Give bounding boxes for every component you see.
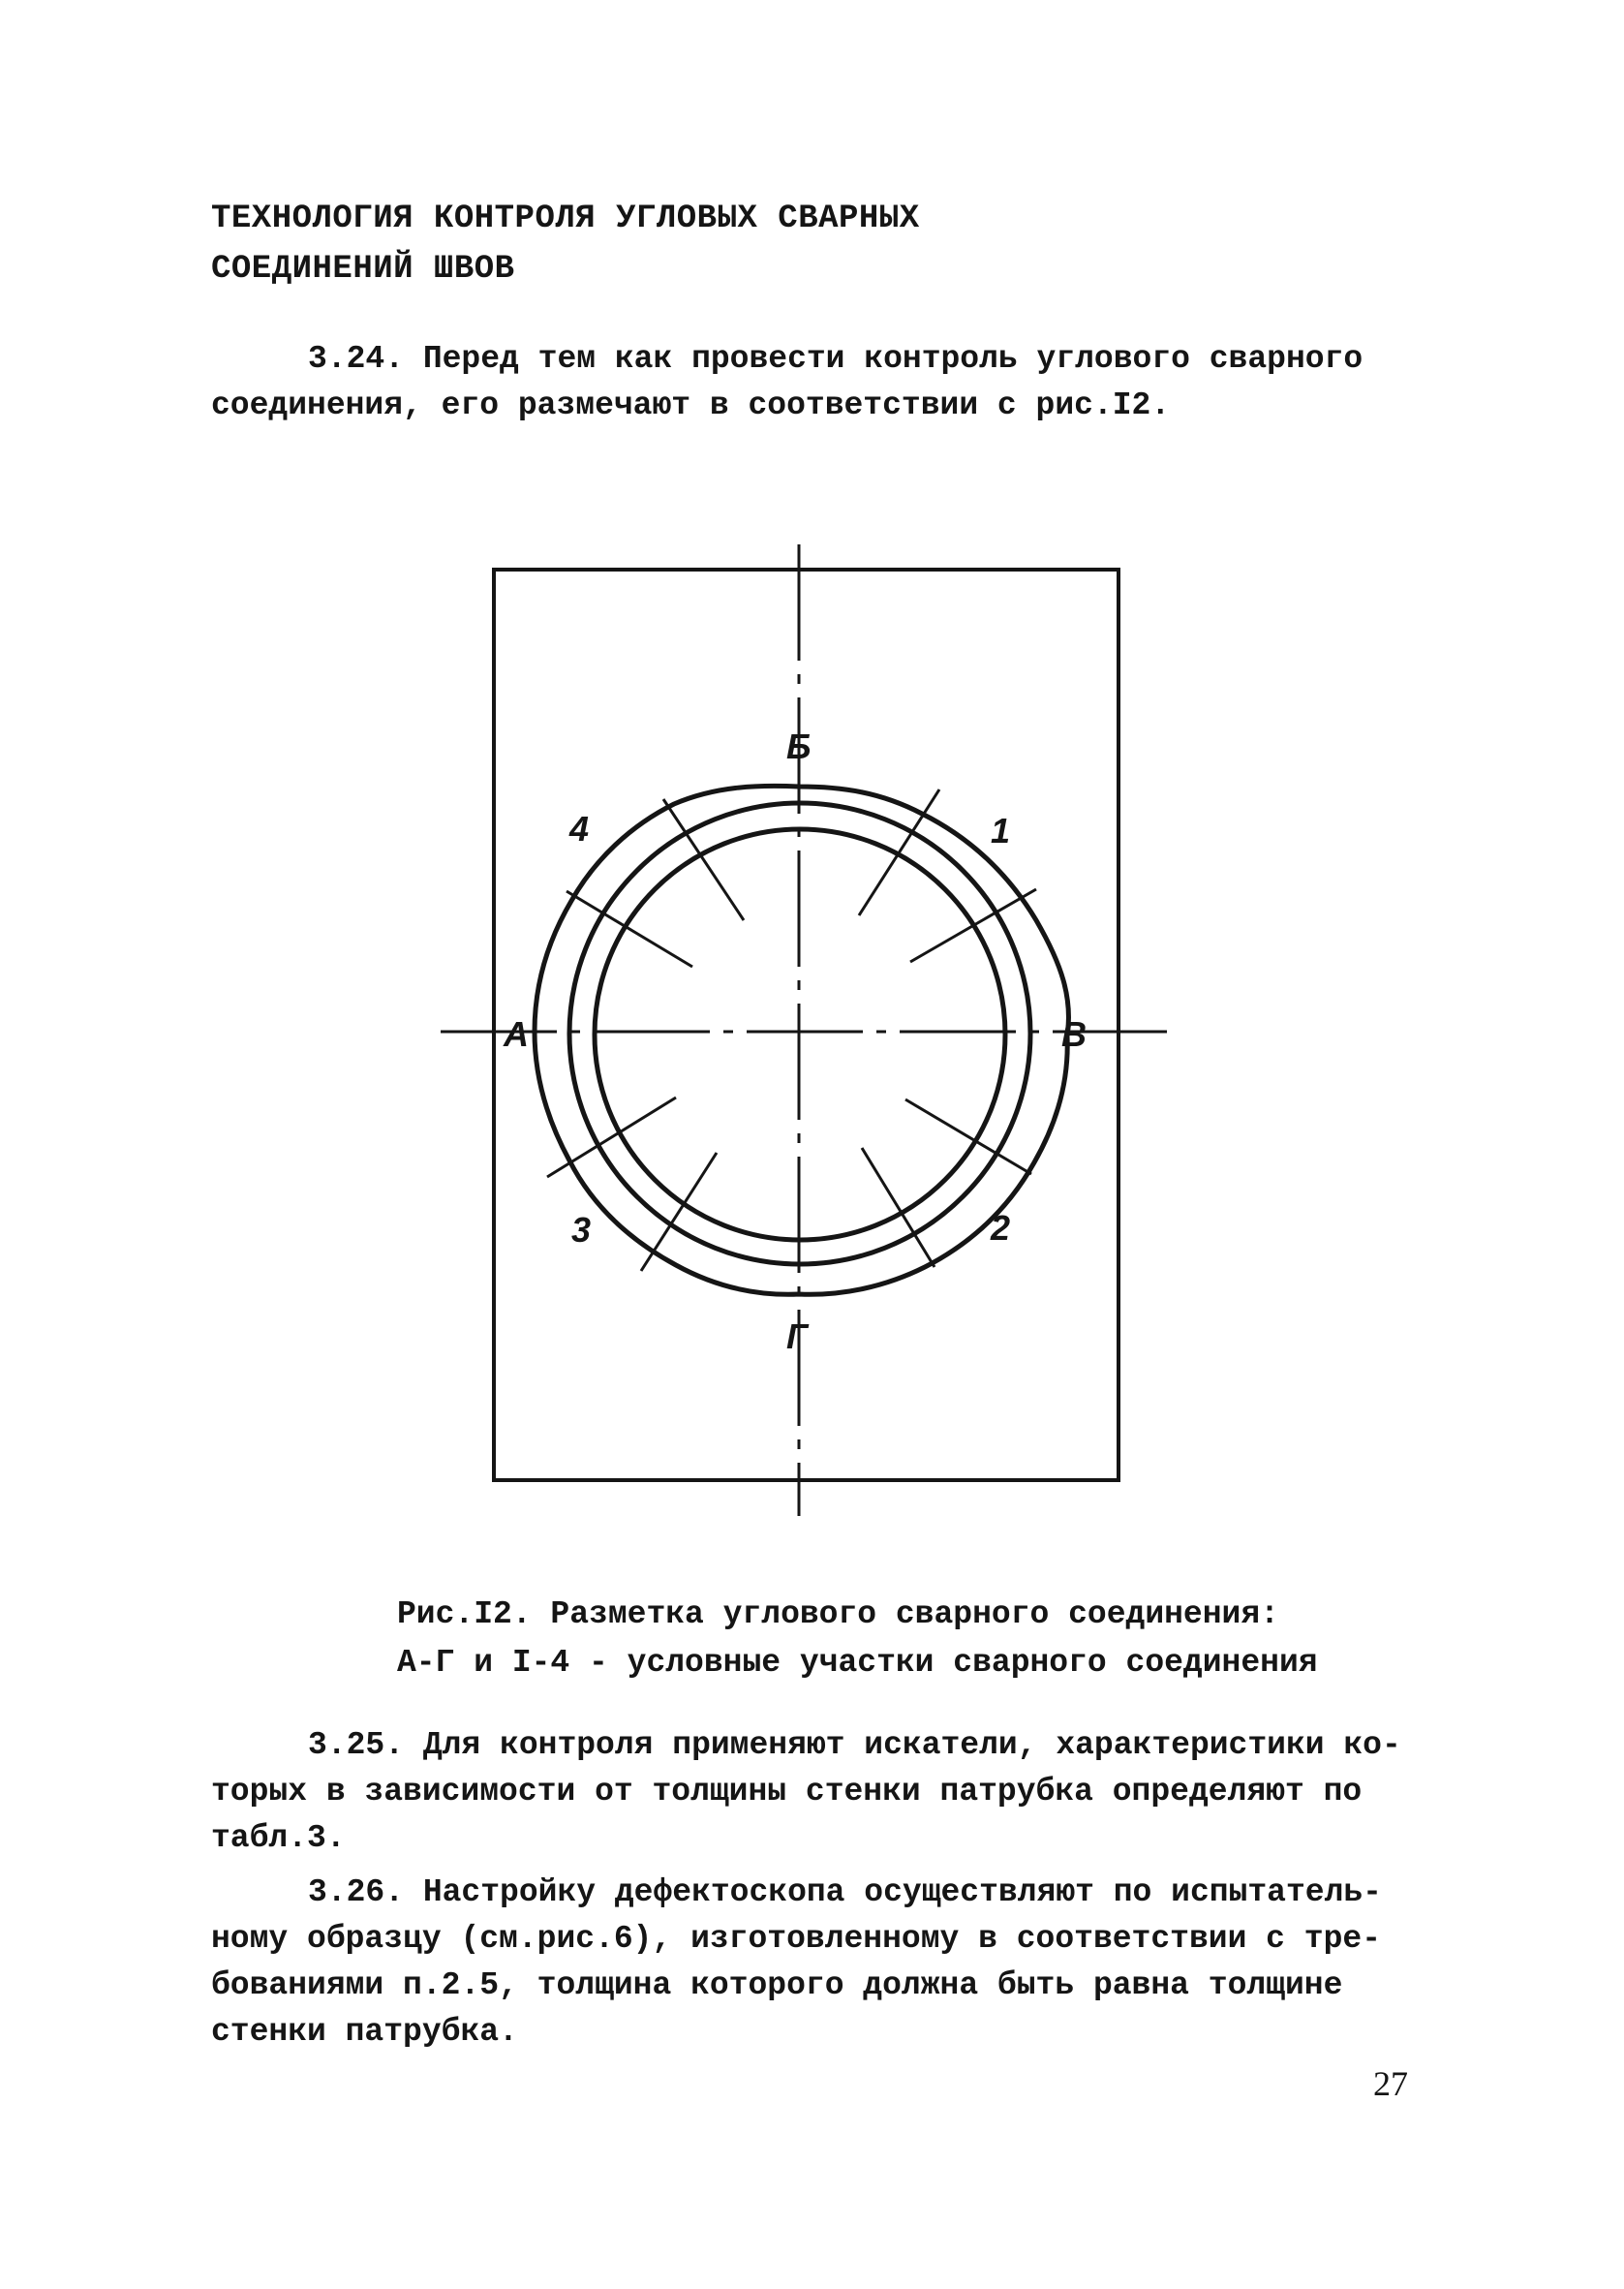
radial-marker	[862, 1148, 935, 1267]
radial-marker	[859, 789, 939, 915]
label-right-v: В	[1061, 1014, 1087, 1054]
figure-12-weld-marking	[426, 533, 1191, 1540]
radial-marker	[663, 799, 744, 920]
paragraph-3-25	[211, 1722, 1460, 1862]
label-zone-3: 3	[571, 1210, 592, 1250]
page-number: 27	[1373, 2064, 1408, 2103]
caption-line-2: А-Г и I-4 - условные участки сварного соединения	[397, 1645, 1318, 1681]
paragraph-line: 3.24. Перед тем как провести контроль углового сварного	[308, 341, 1364, 377]
heading-line-1: ТЕХНОЛОГИЯ КОНТРОЛЯ УГЛОВЫХ СВАРНЫХ	[211, 201, 920, 237]
paragraph-line: табл.3.	[211, 1820, 346, 1856]
label-zone-1: 1	[991, 811, 1011, 851]
paragraph-line: бованиями п.2.5, толщина которого должна быть равна толщине	[211, 1967, 1343, 2003]
paragraph-line: 3.25. Для контроля применяют искатели, характеристики ко-	[308, 1727, 1401, 1763]
weld-outer-boundary	[535, 786, 1069, 1294]
heading-line-2: СОЕДИНЕНИЙ ШВОВ	[211, 251, 515, 288]
paragraph-line: соединения, его размечают в соответствии с рис.I2.	[211, 387, 1171, 423]
label-zone-2: 2	[991, 1208, 1011, 1248]
label-zone-4: 4	[569, 809, 590, 849]
paragraph-line: стенки патрубка.	[211, 2014, 518, 2050]
label-bottom-g: Г	[786, 1316, 809, 1356]
section-heading	[211, 194, 920, 294]
weld-marking-diagram	[426, 533, 1191, 1540]
figure-caption	[397, 1591, 1318, 1687]
paragraph-3-26	[211, 1870, 1460, 2056]
paragraph-line: ному образцу (см.рис.6), изготовленному в соответствии с тре-	[211, 1921, 1381, 1957]
label-left-a: А	[504, 1014, 529, 1054]
radial-marker	[905, 1099, 1031, 1174]
paragraph-line: 3.26. Настройку дефектоскопа осуществляют по испытатель-	[308, 1874, 1382, 1910]
paragraph-3-24	[211, 336, 1460, 429]
paragraph-line: торых в зависимости от толщины стенки патрубка определяют по	[211, 1774, 1363, 1810]
label-top-b: Б	[786, 727, 812, 766]
caption-line-1: Рис.I2. Разметка углового сварного соединения:	[397, 1596, 1279, 1632]
